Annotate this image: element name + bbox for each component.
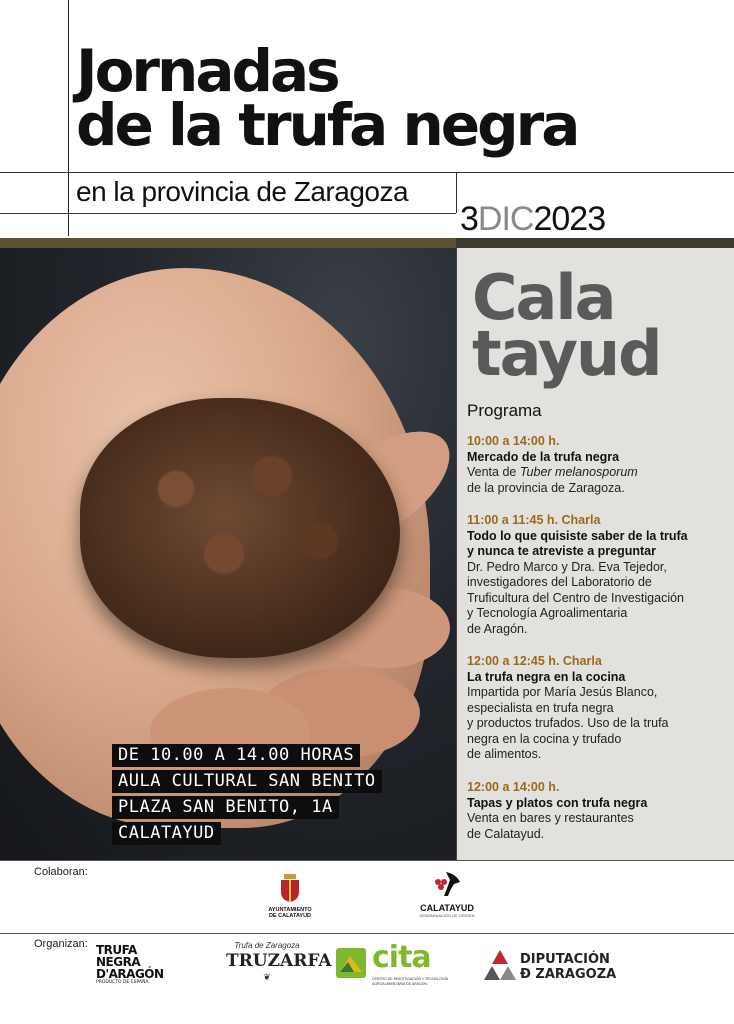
organizan-label: Organizan:: [34, 938, 88, 950]
trufa-negra-line-1: TRUFA: [96, 943, 137, 957]
date-day: 3: [460, 200, 478, 238]
item-time: 10:00 a 14:00 h.: [467, 434, 560, 448]
city-line-1: Cala: [472, 261, 615, 334]
item-title: y nunca te atreviste a preguntar: [467, 544, 656, 558]
title-line-2: de la trufa negra: [76, 91, 578, 159]
program-heading: Programa: [467, 401, 542, 420]
header-rule-divider: [456, 172, 457, 213]
item-title: La trufa negra en la cocina: [467, 669, 626, 684]
colaboran-label: Colaboran:: [34, 866, 88, 878]
ayuntamiento-line-2: DE CALATAYUD: [268, 913, 312, 919]
item-desc-line: de Calatayud.: [467, 826, 545, 841]
page-title: [76, 37, 578, 159]
trufa-negra-aragon-logo: [96, 944, 196, 986]
truzarfa-logo: [226, 941, 332, 983]
item-desc-line: especialista en trufa negra: [467, 700, 614, 715]
item-desc-line: Venta en bares y restaurantes: [467, 811, 634, 825]
item-desc-line: de la provincia de Zaragoza.: [467, 480, 625, 495]
header-rule-bottom: [0, 213, 456, 214]
item-title: Todo lo que quisiste saber de la trufa: [467, 528, 688, 543]
item-title: Mercado de la trufa negra: [467, 449, 620, 464]
cita-sub-line-1: CENTRO DE INVESTIGACIÓN Y TECNOLOGÍA: [372, 977, 449, 981]
item-desc: [467, 465, 729, 481]
item-desc-line: Dr. Pedro Marco y Dra. Eva Tejedor,: [467, 559, 667, 574]
calatayud-do-logo: [412, 868, 482, 918]
dpz-text: [520, 952, 616, 982]
item-desc-line: Truficultura del Centro de Investigación: [467, 590, 685, 605]
info-venue: AULA CULTURAL SAN BENITO: [112, 770, 382, 793]
item-time: 11:00 a 11:45 h. Charla: [467, 513, 601, 527]
coat-of-arms-icon: [279, 874, 301, 902]
trufa-negra-line-3: D'ARAGÓN: [96, 967, 164, 981]
item-desc-line: Impartida por María Jesús Blanco,: [467, 685, 658, 699]
date-month: DIC: [477, 200, 534, 238]
item-desc-line: investigadores del Laboratorio de: [467, 575, 652, 589]
ayuntamiento-logo: [258, 874, 322, 919]
program-item: [467, 434, 729, 496]
dpz-line-1: DIPUTACIÓN: [520, 952, 610, 967]
dpz-line-2: Ð ZARAGOZA: [520, 967, 617, 982]
item-desc-line: de alimentos.: [467, 747, 542, 761]
trufa-negra-sub: PRODUCTO DE ESPAÑA: [96, 980, 149, 985]
ayuntamiento-line-1: AYUNTAMIENTO: [268, 907, 312, 913]
color-band-right: [456, 238, 734, 248]
cita-mark-icon: [336, 948, 366, 978]
program-item: [467, 654, 729, 763]
color-band: [0, 238, 456, 248]
item-desc-species: Tuber melanosporum: [519, 465, 638, 479]
item-desc-line: y productos trufados. Uso de la trufa: [467, 716, 669, 730]
header-rule-top: [0, 172, 734, 173]
truffle-ornament-icon: ❦: [263, 972, 271, 982]
item-desc-line: y Tecnología Agroalimentaria: [467, 606, 628, 620]
city-line-2: tayud: [472, 317, 661, 390]
calatayud-logo-text: CALATAYUD: [420, 903, 474, 913]
title-line-1: Jornadas: [76, 37, 338, 105]
item-time: 12:00 a 14:00 h.: [467, 780, 560, 794]
item-time: 12:00 a 12:45 h. Charla: [467, 654, 602, 668]
subtitle: en la provincia de Zaragoza: [76, 176, 409, 207]
item-desc-line: de Aragón.: [467, 621, 528, 636]
program-item: [467, 780, 729, 842]
dpz-triangles-icon: [484, 950, 516, 982]
cita-sub: [372, 977, 448, 986]
date-year: 2023: [533, 200, 606, 238]
truffle-photo: [0, 248, 456, 860]
info-city: CALATAYUD: [112, 822, 221, 845]
footer-rule-bottom: [0, 933, 734, 934]
truzarfa-top: Trufa de Zaragoza: [234, 941, 300, 950]
cita-sub-line-2: AGROALIMENTARIA DE ARAGÓN: [372, 981, 427, 986]
panel-divider: [456, 248, 457, 860]
grape-figure-icon: [430, 868, 464, 898]
item-desc-prefix: Venta de: [467, 465, 520, 479]
event-date: [460, 200, 605, 239]
item-desc-line: negra en la cocina y trufado: [467, 731, 622, 746]
header-vertical-rule: [68, 0, 69, 236]
cita-text: cita: [372, 940, 431, 975]
calatayud-logo-sub: DENOMINACIÓN DE ORIGEN: [419, 913, 475, 918]
trufa-negra-line-2: NEGRA: [96, 955, 141, 969]
info-hours: DE 10.00 A 14.00 HORAS: [112, 744, 360, 767]
program-item: [467, 513, 729, 637]
city-name: [472, 261, 661, 390]
footer-rule-top: [0, 860, 734, 861]
item-title: Tapas y platos con trufa negra: [467, 795, 648, 810]
info-address: PLAZA SAN BENITO, 1A: [112, 796, 339, 819]
truzarfa-text: TRUZARFA: [226, 951, 332, 971]
